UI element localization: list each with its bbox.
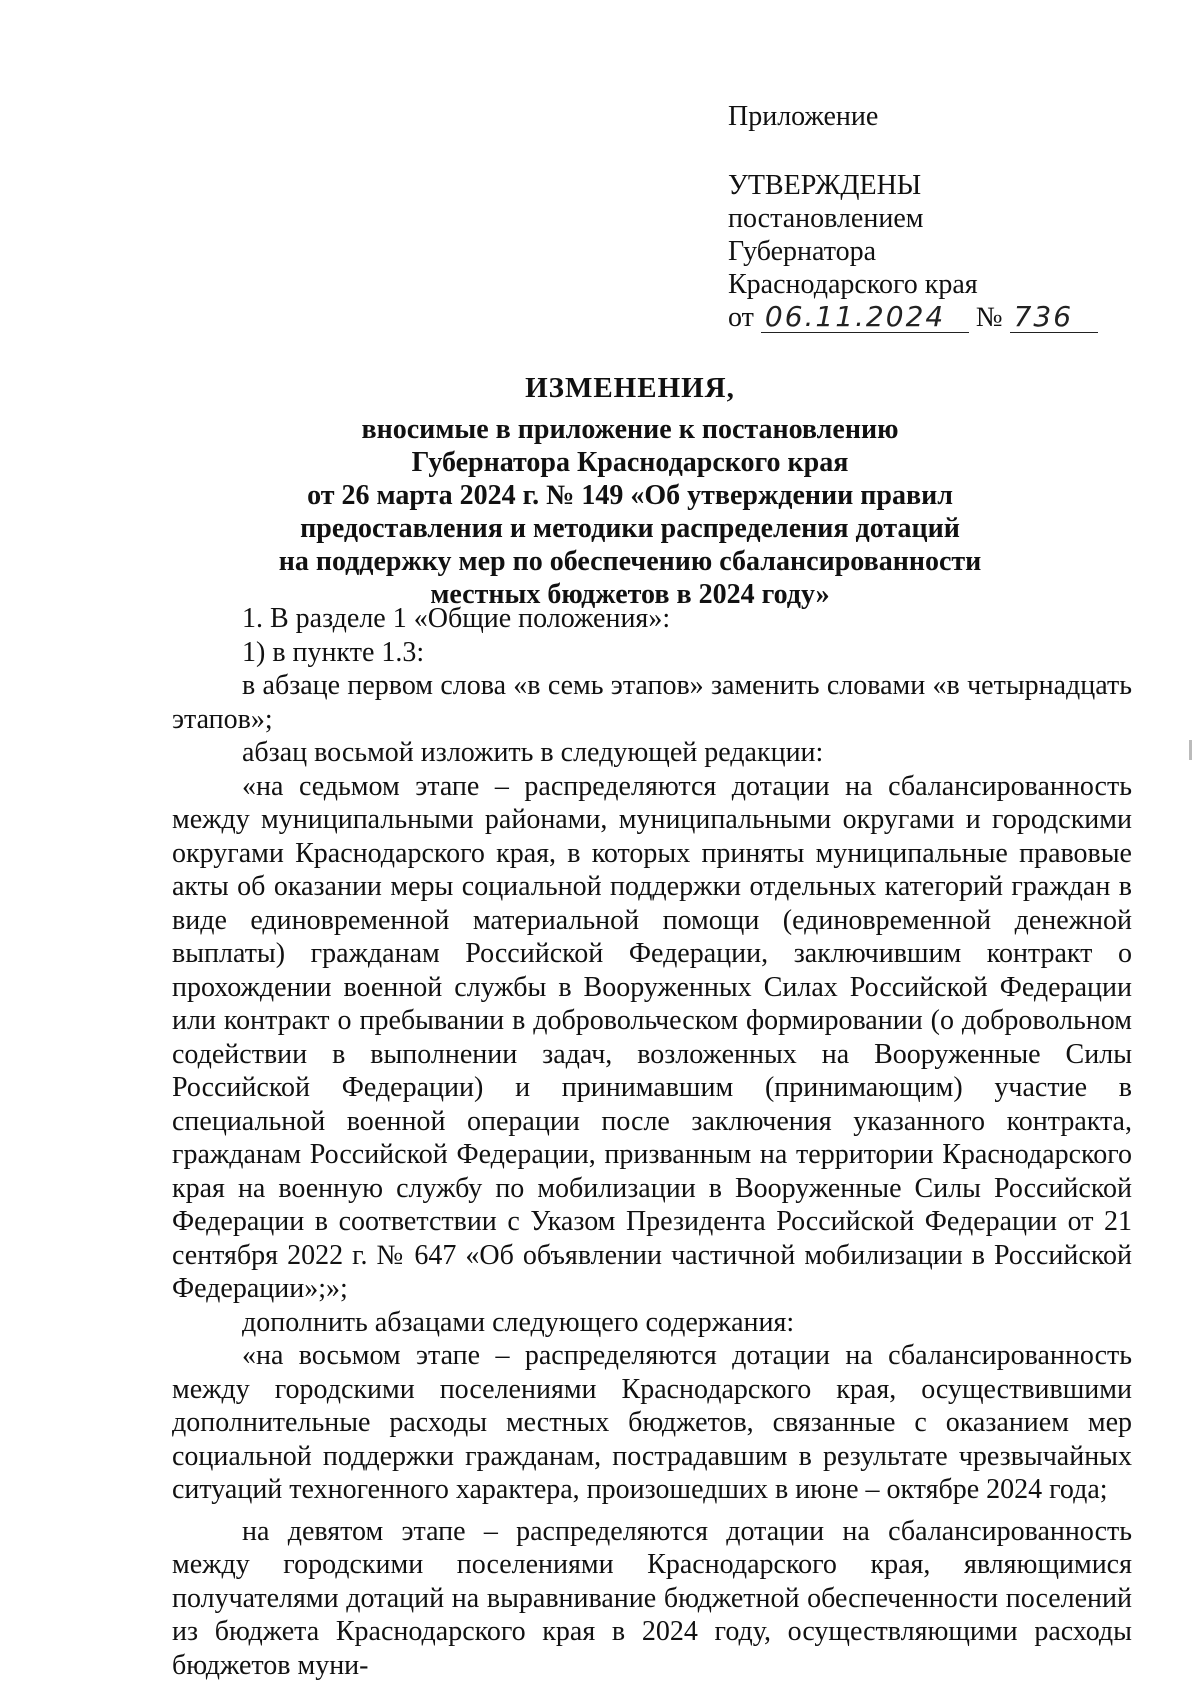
title-line: местных бюджетов в 2024 году» — [430, 579, 830, 610]
from-label: от — [728, 302, 754, 333]
paragraph: на девятом этапе – распределяются дотации на сбалансированность между городскими поселениями Краснодарского края, являющимися получателями дотаций на выравнивание бюджетной обеспеченности поселений из бюджета Краснодарского края в 2024 году, осуществляющими расходы бюджетов муни- — [172, 1515, 1132, 1681]
approved-label: УТВЕРЖДЕНЫ — [728, 170, 922, 201]
paragraph: дополнить абзацами следующего содержания: — [242, 1306, 795, 1338]
title-line: вносимые в приложение к постановлению — [361, 414, 899, 445]
paragraph: 1) в пункте 1.3: — [242, 636, 425, 668]
title-line: Губернатора Краснодарского края — [411, 447, 849, 478]
paragraph: в абзаце первом слова «в семь этапов» заменить словами «в четырнадцать этапов»; — [172, 670, 1132, 735]
paragraph: «на седьмом этапе – распределяются дотации на сбалансированность между муниципальными районами, муниципальными округами и городскими округами Краснодарского края, в которых приняты муниципальные правовые акты об оказании меры социальной поддержки отдельных категорий граждан в виде единовременной материальной помощи (единовременной денежной выплаты) гражданам Российской Федерации, заключившим контракт о прохождении военной службы в Вооруженных Силах Российской Федерации или контракт о пребывании в добровольческом формировании (о добровольном содействии в выполнении задач, возложенных на Вооруженные Силы Российской Федерации) и принимавшим (принимающим) участие в специальной военной операции после заключения указанного контракта, гражданам Российской Федерации, призванным на территории Краснодарского края на военную службу по мобилизации в Вооруженные Силы Российской Федерации в соответствии с Указом Президента Российской Федерации от 21 сентября 2022 г. № 647 «Об объявлении частичной мобилизации в Российской Федерации»;»; — [172, 770, 1132, 1304]
paragraph: «на восьмом этапе – распределяются дотации на сбалансированность между городскими поселениями Краснодарского края, осуществившими дополнительные расходы местных бюджетов, связанные с оказанием мер социальной поддержки гражданам, пострадавшим в результате чрезвычайных ситуаций техногенного характера, произошедших в июне – октябре 2024 года; — [172, 1340, 1132, 1505]
approval-line-3: Краснодарского края — [728, 269, 978, 300]
paragraph: 1. В разделе 1 «Общие положения»: — [242, 603, 671, 634]
handwritten-date: 06.11.2024 — [761, 302, 969, 333]
appendix-label: Приложение — [728, 101, 879, 132]
approval-block — [728, 100, 1148, 334]
scan-margin-mark — [1189, 740, 1192, 760]
approval-date-line — [728, 301, 1148, 334]
title-line: от 26 марта 2024 г. № 149 «Об утверждении правил — [307, 480, 953, 511]
approval-line-2: Губернатора — [728, 236, 877, 267]
title-main: ИЗМЕНЕНИЯ, — [525, 372, 735, 404]
paragraph: абзац восьмой изложить в следующей редакции: — [242, 737, 824, 768]
handwritten-number: 736 — [1010, 302, 1098, 333]
title-line: на поддержку мер по обеспечению сбалансированности — [278, 546, 982, 577]
title-line: предоставления и методики распределения дотаций — [300, 513, 960, 544]
document-title — [150, 372, 1110, 611]
approval-line-1: постановлением — [728, 203, 924, 234]
document-body — [172, 602, 1132, 1682]
number-label: № — [975, 302, 1003, 333]
